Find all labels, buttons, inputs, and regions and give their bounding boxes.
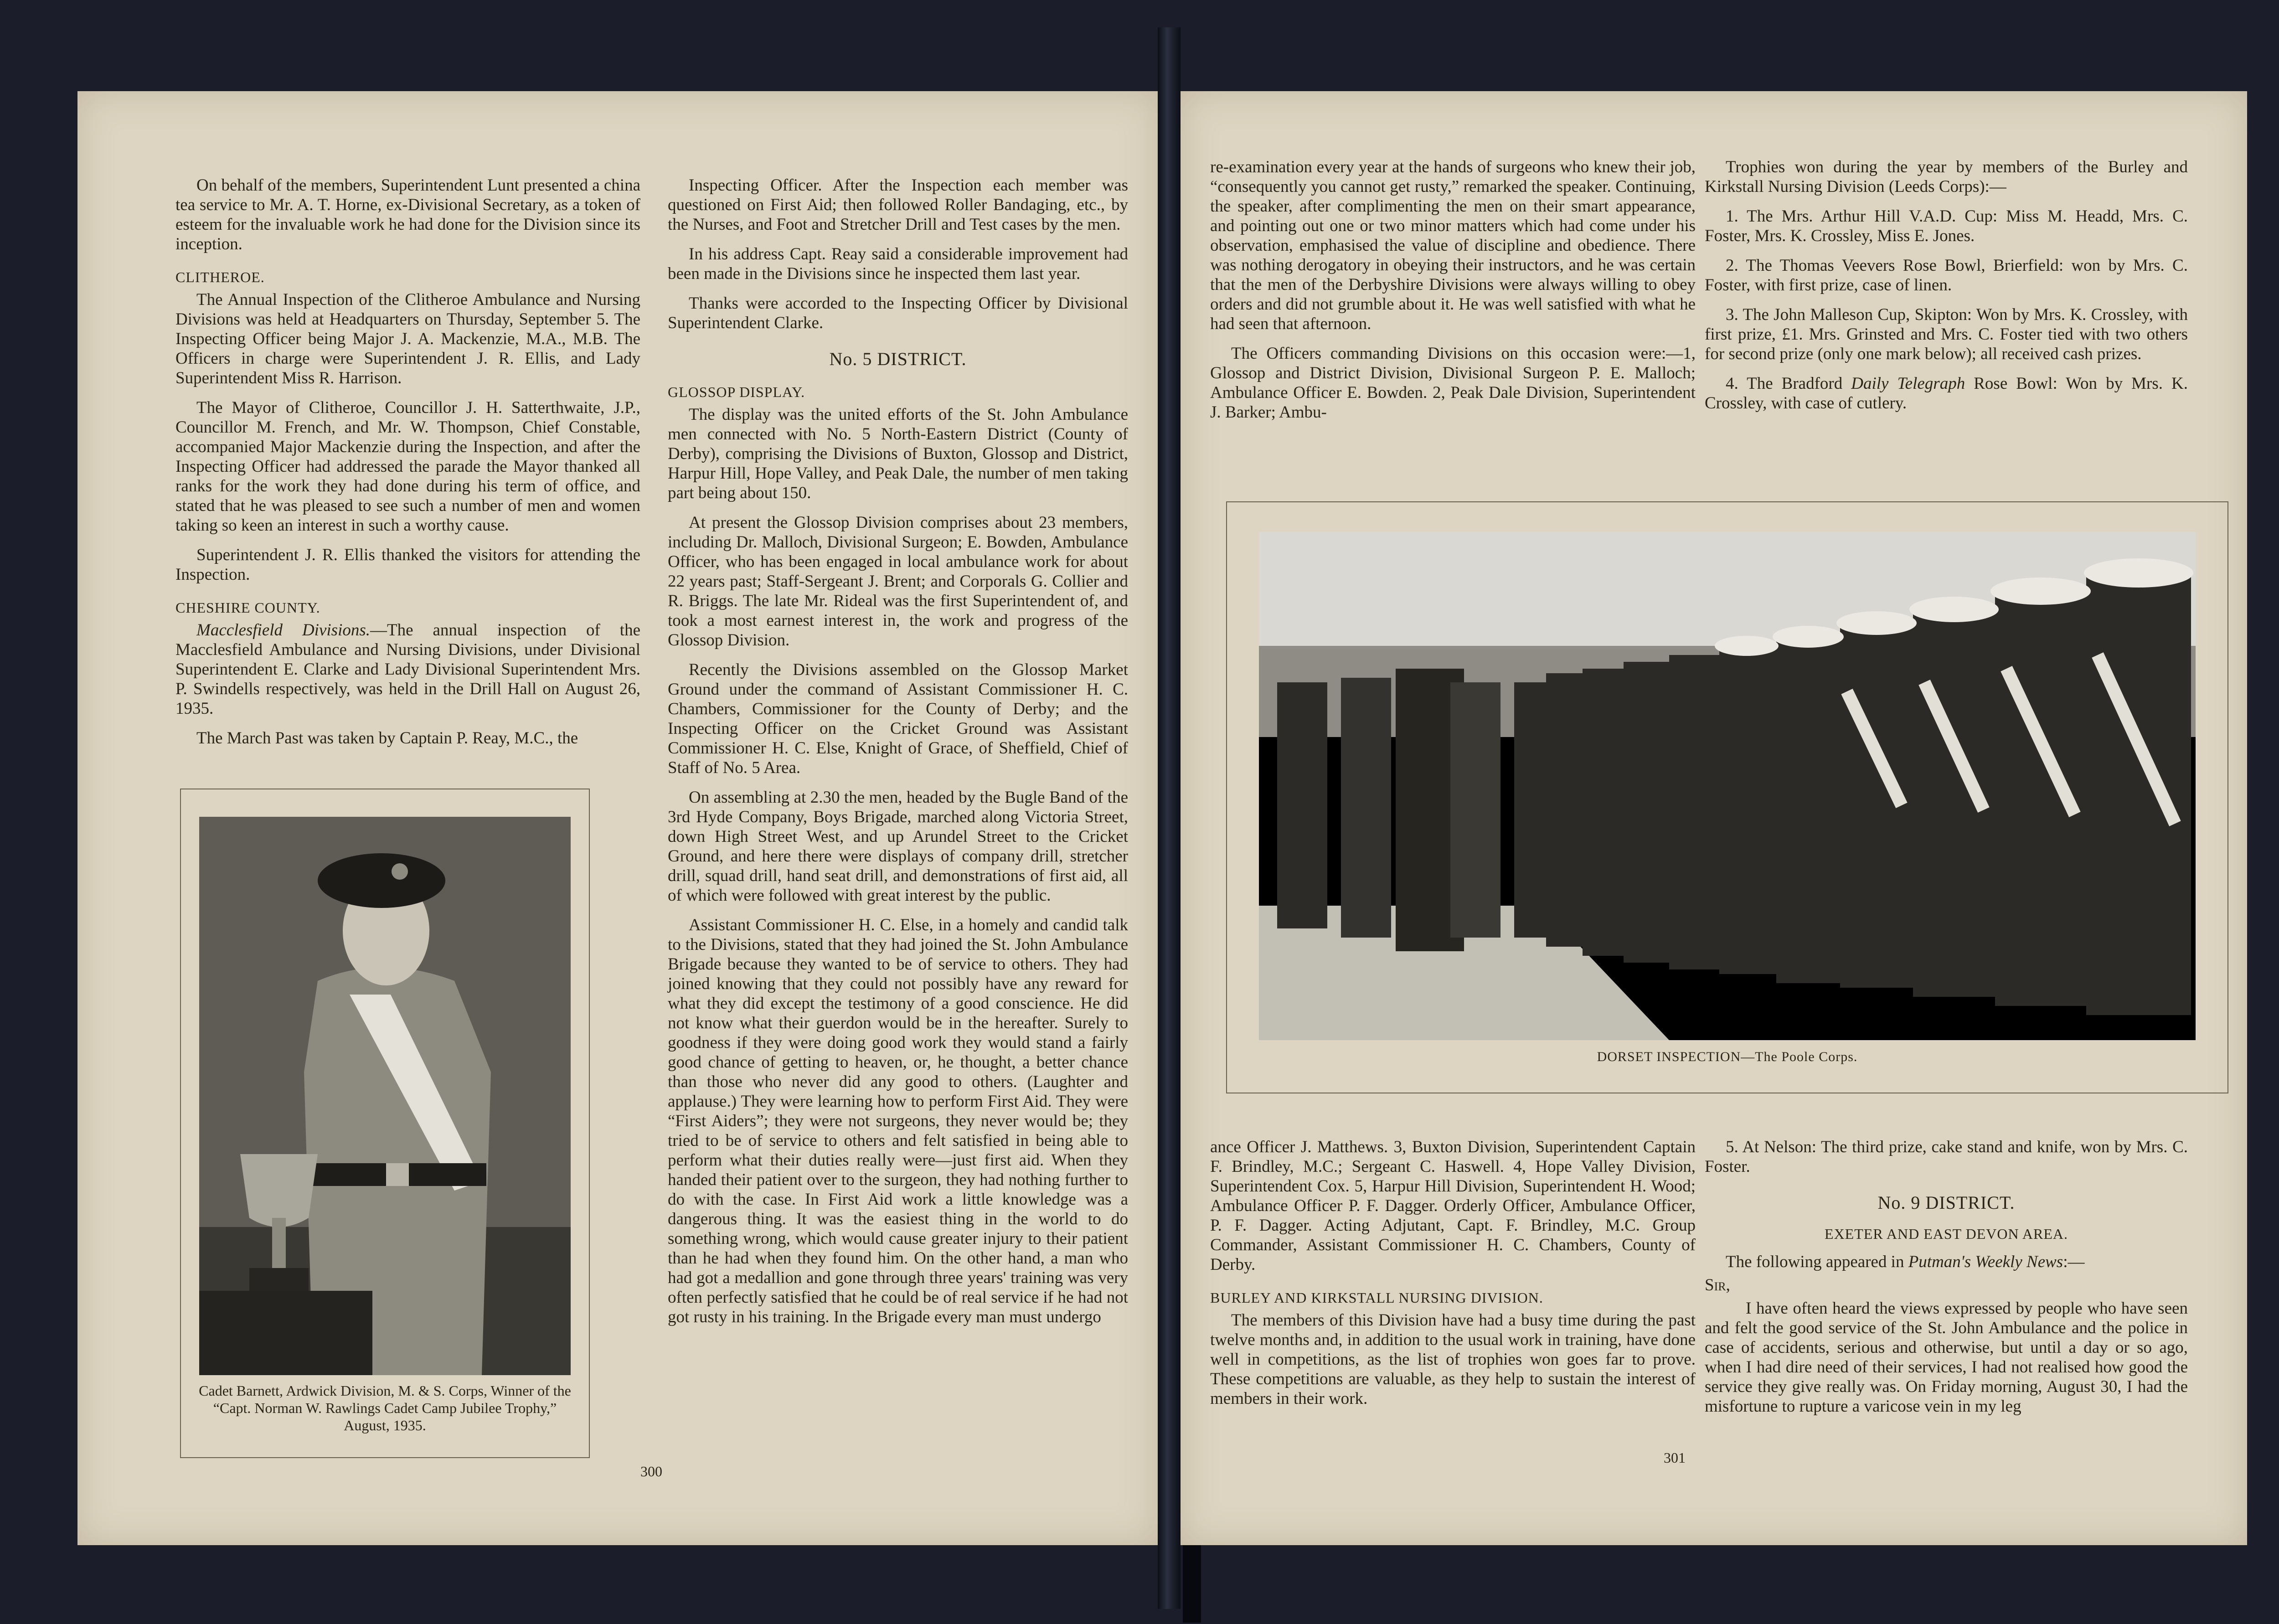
salutation: Sir, <box>1705 1276 1730 1294</box>
book-spine <box>1158 27 1181 1609</box>
page-number-right: 301 <box>1664 1449 1686 1466</box>
cadet-illustration <box>199 817 571 1375</box>
paragraph: The March Past was taken by Captain P. Reay, M.C., the <box>196 729 578 748</box>
paragraph: ance Officer J. Matthews. 3, Buxton Division, Superintendent Captain F. Brindley, M.C.; Sergeant C. Haswell. 4, Hope Valley Division, Superintendent Cox. 5, Harpur Hill Division, Superintendent H. Wood; Ambulance Officer P. F. Dagger. Orderly Officer, Ambulance Officer, P. F. Dagger. Acting Adjutant, Capt. F. Brindley, M.C. Group Commander, Assistant Commissioner H. C. Chambers, County of Derby. <box>1210 1138 1696 1274</box>
section-heading-clitheroe: CLITHEROE. <box>175 269 265 285</box>
paragraph: The members of this Division have had a busy time during the past twelve months and, in addition to the usual work in training, have done well in competitions, as the list of trophies won goes far to prove. These competitions are valuable, as they help to sustain the interest of members in their work. <box>1210 1311 1696 1408</box>
trophy-list <box>1705 206 2188 413</box>
italic-title: Putman's Weekly News <box>1908 1253 2063 1271</box>
italic-title: Macclesfield Divisions. <box>196 621 370 639</box>
section-heading-burley: BURLEY AND KIRKSTALL NURSING DIVISION. <box>1210 1289 1543 1306</box>
paragraph: Thanks were accorded to the Inspecting Officer by Divisional Superintendent Clarke. <box>668 294 1128 332</box>
list-item-text: 4. The Bradford <box>1726 374 1851 393</box>
paragraph: The Mayor of Clitheroe, Councillor J. H. Satterthwaite, J.P., Councillor M. French, and Mr. W. Thompson, Chief Constable, accompanied Major Mackenzie during the Inspection, and after the Inspecting Officer had addressed the parade the Mayor thanked all ranks for the work they had done during his term of office, and stated that he was pleased to see such a number of men and women taking so keen an interest in such a worthy cause. <box>175 398 640 535</box>
district-heading: No. 5 DISTRICT. <box>829 349 967 369</box>
paragraph-intro <box>1705 1252 2188 1272</box>
list-item: 5. At Nelson: The third prize, cake stand and knife, won by Mrs. C. Foster. <box>1705 1138 2188 1176</box>
paragraph: Superintendent J. R. Ellis thanked the visitors for attending the Inspection. <box>175 546 640 584</box>
paragraph: On behalf of the members, Superintendent Lunt presented a china tea service to Mr. A. T. Horne, ex-Divisional Secretary, as a token of esteem for the invaluable work he had done for the Division since its inception. <box>175 176 641 253</box>
right-column-2 <box>1705 157 2188 423</box>
paragraph: The Officers commanding Divisions on this occasion were:—1, Glossop and District Division, Divisional Surgeon P. E. Malloch; Ambulance Officer E. Bowden. 2, Peak Dale Division, Superintendent J. Barker; Ambu- <box>1210 344 1696 422</box>
list-item <box>1705 374 2188 413</box>
section-heading-glossop: GLOSSOP DISPLAY. <box>668 384 805 400</box>
paragraph: At present the Glossop Division comprises about 23 members, including Dr. Malloch, Divisional Surgeon; E. Bowden, Ambulance Officer, who has been engaged in local ambulance work for about 22 years past; Staff-Sergeant J. Brent; and Corporals G. Collier and R. Briggs. The late Mr. Rideal was the first Superintendent of, and took a most earnest interest in, the work and progress of the Glossop Division. <box>668 513 1128 650</box>
paragraph-text: :— <box>2063 1253 2085 1271</box>
paragraph-macclesfield <box>175 620 640 718</box>
paragraph: Inspecting Officer. After the Inspection each member was questioned on First Aid; then followed Roller Bandaging, etc., by the Nurses, and Foot and Stretcher Drill and Test cases by the men. <box>668 176 1128 234</box>
right-column-4 <box>1705 1137 2188 1426</box>
list-item-text: Rose Bowl: Won by Mrs. K. Crossley, with case of cutlery. <box>1705 374 2188 412</box>
district-heading: No. 9 DISTRICT. <box>1877 1192 2015 1213</box>
left-column-1 <box>175 175 640 758</box>
cadet-photograph <box>199 817 571 1375</box>
letter-paragraph: I have often heard the views expressed by people who have seen and felt the good service of the St. John Ambulance and the police in case of accidents, serious and otherwise, but until a day or so ago, when I had dire need of their services, I had not realised how good the service they give really was. On Friday morning, August 30, I had the misfortune to rupture a varicose vein in my leg <box>1705 1299 2188 1416</box>
dorset-photo-frame <box>1226 501 2228 1093</box>
dorset-photograph <box>1259 532 2196 1040</box>
list-item: 3. The John Malleson Cup, Skipton: Won by Mrs. K. Crossley, with first prize, £1. Mrs. Grinsted and Mrs. C. Foster tied with two others for second prize (only one mark below); all received cash prizes. <box>1705 305 2188 363</box>
left-column-2 <box>668 175 1128 1337</box>
paragraph: The Annual Inspection of the Clitheroe Ambulance and Nursing Divisions was held at Headquarters on Thursday, September 5. The Inspecting Officer being Major J. A. Mackenzie, M.A., M.B. The Officers in charge were Superintendent J. R. Ellis, and Lady Superintendent Miss R. Harrison. <box>175 290 640 387</box>
paragraph: On assembling at 2.30 the men, headed by the Bugle Band of the 3rd Hyde Company, Boys Brigade, marched along Victoria Street, down High Street West, and up Arundel Street to the Cricket Ground, and here there were displays of company drill, stretcher drill, squad drill, hand seat drill, and demonstrations of first aid, all of which were followed with great interest by the public. <box>668 788 1128 905</box>
page-number-left: 300 <box>640 1463 662 1480</box>
paragraph: Trophies won during the year by members of the Burley and Kirkstall Nursing Division (Leeds Corps):— <box>1705 158 2188 196</box>
area-heading: EXETER AND EAST DEVON AREA. <box>1825 1226 2068 1242</box>
paragraph-text: The following appeared in <box>1726 1253 1908 1271</box>
list-item: 2. The Thomas Veevers Rose Bowl, Brierfield: won by Mrs. C. Foster, with first prize, case of linen. <box>1705 256 2188 294</box>
cadet-photo-caption: Cadet Barnett, Ardwick Division, M. & S. Corps, Winner of the “Capt. Norman W. Rawlings Cadet Camp Jubilee Trophy,” August, 1935. <box>199 1382 571 1433</box>
italic-title: Daily Telegraph <box>1851 374 1965 393</box>
dorset-illustration <box>1259 532 2196 1040</box>
paragraph-text: —The annual inspection of the Macclesfield Ambulance and Nursing Divisions, under Divisional Superintendent E. Clarke and Lady Divisional Superintendent Mrs. P. Swindells respectively, was held in the Drill Hall on August 26, 1935. <box>175 621 640 718</box>
paragraph: The display was the united efforts of the St. John Ambulance men connected with No. 5 North-Eastern District (County of Derby), comprising the Divisions of Buxton, Glossop and District, Harpur Hill, Hope Valley, and Peak Dale, the number of men taking part being about 150. <box>668 405 1128 502</box>
section-heading-cheshire: CHESHIRE COUNTY. <box>175 599 320 616</box>
cadet-photo-frame <box>180 789 590 1458</box>
right-column-3 <box>1210 1137 1696 1418</box>
paragraph: Assistant Commissioner H. C. Else, in a homely and candid talk to the Divisions, stated that they had joined the St. John Ambulance Brigade because they wanted to be of service to others. They had joined knowing that they could not possibly have any reward for what they did except the testimony of a good conscience. He did not know what their guerdon would be in the hereafter. Surely to goodness if they were doing good work they would stand a fairly good chance of getting to heaven, or, he thought, a better chance than those who never did any good to others. (Laughter and applause.) They were learning how to perform First Aid. They were “First Aiders”; they were not surgeons, they never would be; they tried to be of service to others and felt satisfied in being able to perform what their duties really were—just first aid. When they handed their patient over to the surgeon, they had nothing further to do with the case. In First Aid work a little knowledge was a dangerous thing. It was the easiest thing in the world to do something wrong, which would cause greater injury to their patient than he had when they found him. On the other hand, a man who had got a medallion and gone through three years' training was very often perfectly satisfied that he could be of real service if he had not got rusty in his training. In the Brigade every man must undergo <box>668 916 1128 1326</box>
right-column-1 <box>1210 157 1696 432</box>
paragraph: In his address Capt. Reay said a considerable improvement had been made in the Divisions since he inspected them last year. <box>668 245 1128 283</box>
list-item: 1. The Mrs. Arthur Hill V.A.D. Cup: Miss M. Headd, Mrs. C. Foster, Mrs. K. Crossley, Miss E. Jones. <box>1705 207 2188 245</box>
paragraph: re-examination every year at the hands of surgeons who knew their job, “consequently you cannot get rusty,” remarked the speaker. Continuing, the speaker, after complimenting the men on their smart appearance, and pointing out one or two minor matters which had come under his observation, emphasised the value of discipline and obedience. There was nothing derogatory in obeying their instructors, and he was certain that the men of the Derbyshire Divisions were always willing to obey orders and did not grumble about it. He was well satisfied with what he had seen that afternoon. <box>1210 158 1696 333</box>
paragraph: Recently the Divisions assembled on the Glossop Market Ground under the command of Assistant Commissioner H. C. Chambers, Commissioner for the County of Derby; and the Inspecting Officer on the Cricket Ground was Assistant Commissioner H. C. Else, Knight of Grace, of Sheffield, Chief of Staff of No. 5 Area. <box>668 660 1128 777</box>
dorset-photo-caption: DORSET INSPECTION—The Poole Corps. <box>1597 1049 1858 1064</box>
